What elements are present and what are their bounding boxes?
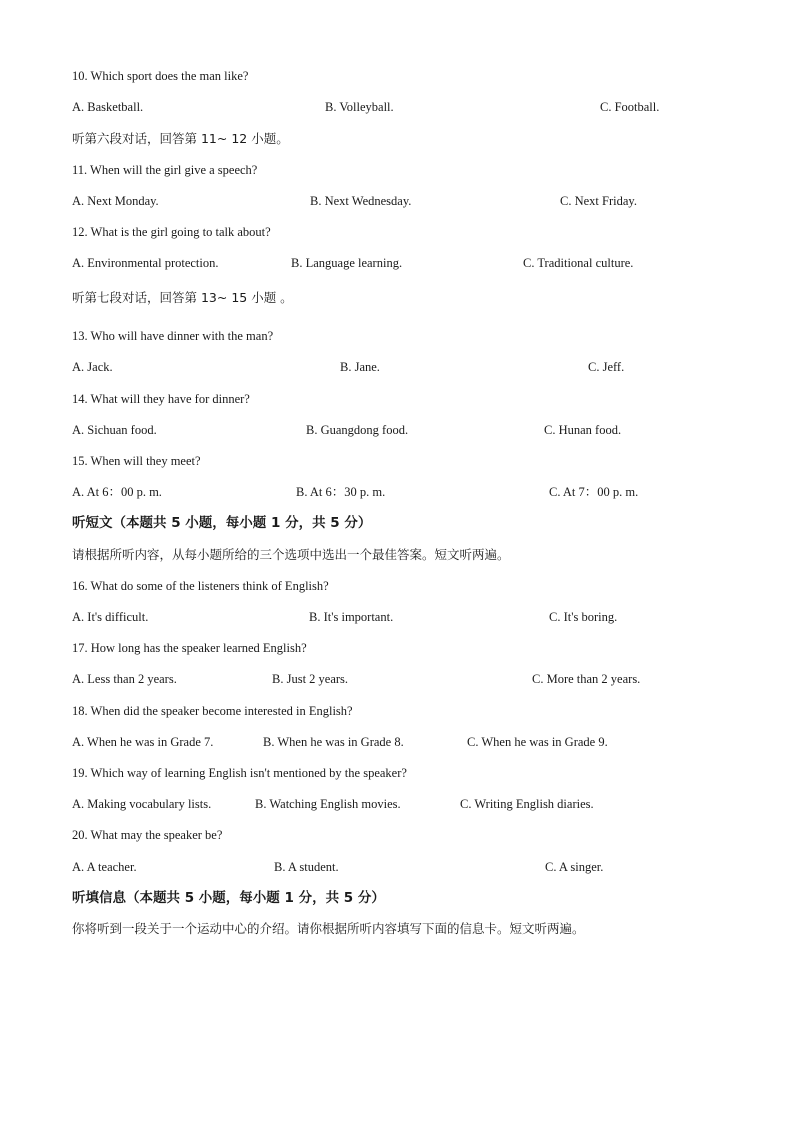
q16-option-a: A. It's difficult. [72, 610, 149, 624]
section-heading-short-passage: 听短文（本题共 5 小题，每小题 1 分，共 5 分） [72, 515, 372, 531]
q13-option-a: A. Jack. [72, 360, 113, 374]
question-16: 16. What do some of the listeners think of English? [72, 579, 329, 593]
q17-option-b: B. Just 2 years. [272, 672, 349, 686]
q18-option-b: B. When he was in Grade 8. [263, 735, 404, 749]
question-15: 15. When will they meet? [72, 454, 201, 468]
q11-option-c: C. Next Friday. [560, 194, 637, 208]
instruction-dialogue-6: 听第六段对话，回答第 11~ 12 小题。 [72, 131, 289, 146]
question-20: 20. What may the speaker be? [72, 828, 223, 842]
question-19: 19. Which way of learning English isn't mentioned by the speaker? [72, 766, 407, 780]
q12-option-b: B. Language learning. [291, 256, 403, 270]
q14-option-c: C. Hunan food. [544, 423, 622, 437]
q10-option-c: C. Football. [600, 100, 660, 114]
q15-option-b: B. At 6：30 p. m. [296, 485, 386, 499]
q12-option-c: C. Traditional culture. [523, 256, 634, 270]
q20-option-a: A. A teacher. [72, 860, 137, 874]
q20-option-b: B. A student. [274, 860, 339, 874]
q19-option-a: A. Making vocabulary lists. [72, 797, 212, 811]
question-14: 14. What will they have for dinner? [72, 392, 250, 406]
q11-option-a: A. Next Monday. [72, 194, 159, 208]
q20-option-c: C. A singer. [545, 860, 604, 874]
q17-option-c: C. More than 2 years. [532, 672, 641, 686]
q17-option-a: A. Less than 2 years. [72, 672, 177, 686]
q15-option-c: C. At 7：00 p. m. [549, 485, 639, 499]
q18-option-c: C. When he was in Grade 9. [467, 735, 608, 749]
instruction-info-card: 你将听到一段关于一个运动中心的介绍。请你根据所听内容填写下面的信息卡。短文听两遍。 [72, 921, 585, 936]
q11-option-b: B. Next Wednesday. [310, 194, 412, 208]
q19-option-c: C. Writing English diaries. [460, 797, 594, 811]
section-heading-fill-info: 听填信息（本题共 5 小题，每小题 1 分，共 5 分） [72, 890, 385, 906]
instruction-passage: 请根据所听内容，从每小题所给的三个选项中选出一个最佳答案。短文听两遍。 [72, 547, 510, 562]
question-12: 12. What is the girl going to talk about? [72, 225, 271, 239]
question-17: 17. How long has the speaker learned English? [72, 641, 307, 655]
question-13: 13. Who will have dinner with the man? [72, 329, 274, 343]
q19-option-b: B. Watching English movies. [255, 797, 401, 811]
question-18: 18. When did the speaker become interested in English? [72, 704, 353, 718]
q12-option-a: A. Environmental protection. [72, 256, 219, 270]
q18-option-a: A. When he was in Grade 7. [72, 735, 214, 749]
q13-option-c: C. Jeff. [588, 360, 625, 374]
q15-option-a: A. At 6：00 p. m. [72, 485, 162, 499]
q13-option-b: B. Jane. [340, 360, 380, 374]
q14-option-a: A. Sichuan food. [72, 423, 157, 437]
question-11: 11. When will the girl give a speech? [72, 163, 258, 177]
q16-option-c: C. It's boring. [549, 610, 618, 624]
q14-option-b: B. Guangdong food. [306, 423, 409, 437]
instruction-dialogue-7: 听第七段对话，回答第 13~ 15 小题 。 [72, 290, 293, 305]
q10-option-b: B. Volleyball. [325, 100, 394, 114]
question-10: 10. Which sport does the man like? [72, 69, 249, 83]
q10-option-a: A. Basketball. [72, 100, 144, 114]
q16-option-b: B. It's important. [309, 610, 394, 624]
